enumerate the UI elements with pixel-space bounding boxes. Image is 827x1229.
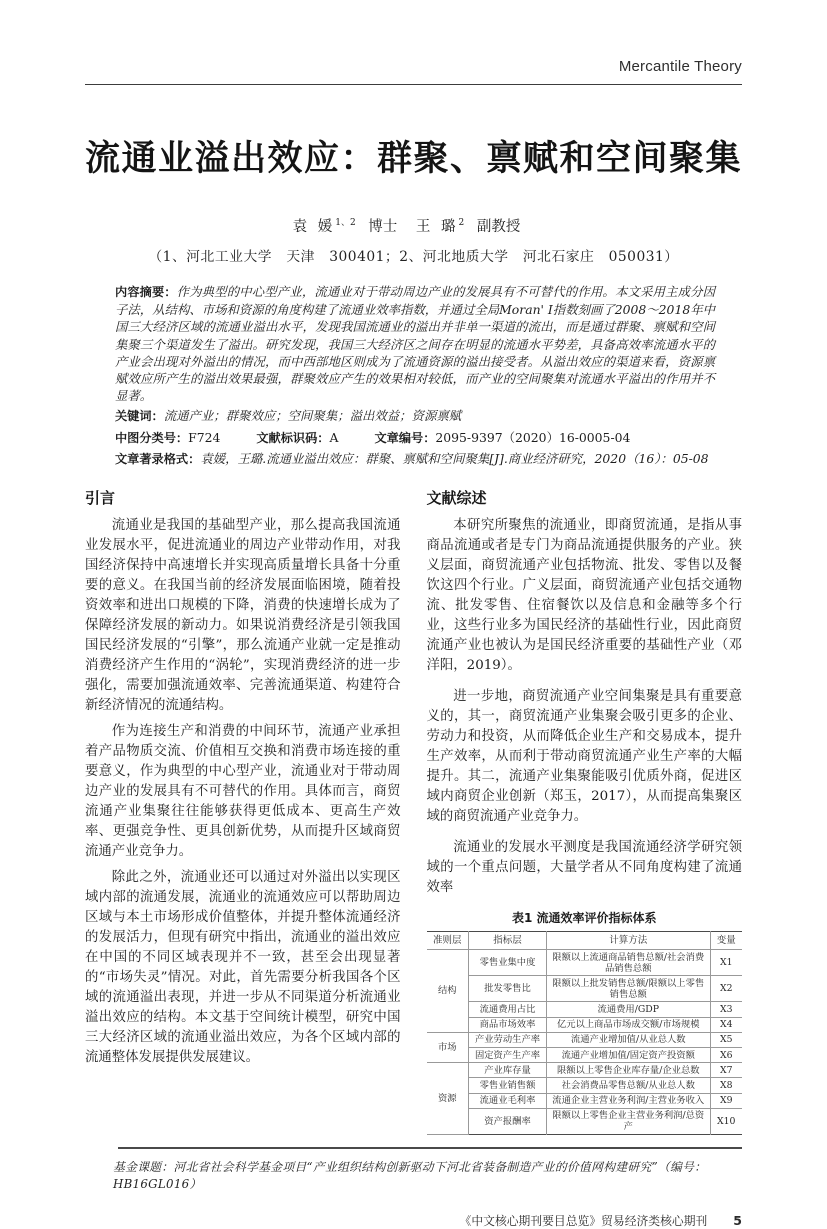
citation-line [115, 450, 715, 468]
clc-value: F724 [188, 429, 221, 445]
citation-text: 袁媛，王璐.流通业溢出效应：群聚、禀赋和空间聚集[J].商业经济研究，2020（16）：05-08 [200, 450, 709, 466]
table-row [427, 1108, 743, 1134]
intro-paragraph: 流通业是我国的基础型产业，那么提高我国流通业发展水平，促进流通业的周边产业带动作用，对我国经济保持中高速增长并实现高质量增长具备十分重要的意义。在我国当前的经济发展面临困境，随着投资效率和进出口规模的下降，消费的快速增长成为了保障经济发展的新动力。如果说消费经济是引领我国国民经济发展的“引擎”，那么流通产业就一定是推动消费经济产生作用的“涡轮”，实现消费经济的进一步强化，需要加强流通效率、完善流通渠道、构建符合新经济情况的流通结构。 [85, 518, 401, 714]
keywords-text: 流通产业；群聚效应；空间聚集；溢出效益；资源禀赋 [163, 408, 462, 424]
author-2-name: 王 璐 [415, 219, 459, 235]
indicator-cell: 批发零售比 [469, 976, 547, 1002]
variable-cell: X1 [710, 950, 742, 976]
table-column-header: 准则层 [427, 932, 469, 950]
doc-code-value: A [329, 429, 339, 445]
table-row [427, 1017, 743, 1032]
classification-line [115, 429, 715, 447]
criterion-layer-cell: 资源 [427, 1063, 469, 1135]
abstract-text: 作为典型的中心型产业，流通业对于带动周边产业的发展具有不可替代的作用。本文采用主成分因子法，从结构、市场和资源的角度构建了流通业效率指数，并通过全局Moran' I指数刻画了2008～2018年中国三大经济区域的流通业溢出水平，发现我国流通业的溢出并非单一渠道的流出，而是通过群聚、禀赋和空间集聚三个渠道发生了溢出。研究发现，我国三大经济区之间存在明显的流通水平势差，具备高效率流通水平的产业会出现对外溢出的情况，而中西部地区则成为了流通资源的溢出接受者。从溢出效应的渠道来看，资源禀赋效应所产生的溢出效果最强，群聚效应产生的效果相对较低，而产业的空间聚集对流通水平溢出的作用并不显著。 [115, 284, 716, 404]
indicator-cell: 商品市场效率 [469, 1017, 547, 1032]
table-row [427, 1063, 743, 1078]
intro-paragraphs [85, 516, 401, 1068]
header-rule [85, 84, 742, 85]
variable-cell: X7 [710, 1063, 742, 1078]
indicator-cell: 流通业毛利率 [469, 1093, 547, 1108]
indicator-cell: 流通费用占比 [469, 1002, 547, 1017]
indicator-cell: 零售业销售额 [469, 1078, 547, 1093]
method-cell: 限额以上批发销售总额/限额以上零售销售总额 [547, 976, 711, 1002]
citation-label: 文章著录格式： [115, 451, 201, 466]
review-paragraph: 流通业的发展水平测度是我国流通经济学研究领域的一个重点问题，大量学者从不同角度构建了流通效率 [426, 840, 742, 896]
doc-code-label: 文献标识码： [256, 430, 330, 445]
method-cell: 限额以上零售企业库存量/企业总数 [547, 1063, 711, 1078]
table-row [427, 1032, 743, 1047]
keywords-line [115, 407, 715, 425]
abstract-label: 内容摘要： [115, 285, 177, 299]
review-paragraph: 进一步地，商贸流通产业空间集聚是具有重要意义的，其一，商贸流通产业集聚会吸引更多的企业、劳动力和投资，从而降低企业生产和交易成本，提升生产效率，从而利于带动商贸流通产业生产率的大幅提升。其二，流通产业集聚能吸引优质外商，促进区域内商贸企业创新（郑玉，2017），从而提高集聚区域的商贸流通产业竞争力。 [426, 689, 742, 825]
page-footer [85, 1212, 742, 1229]
method-cell: 亿元以上商品市场成交额/市场规模 [547, 1017, 711, 1032]
intro-paragraph: 作为连接生产和消费的中间环节，流通产业承担着产品物质交流、价值相互交换和消费市场连接的重要意义，作为典型的中心型产业，流通业对于带动周边产业的发展具有不可替代的作用。具体而言，商贸流通产业集聚往往能够获得更低成本、更高生产效率、更强竞争性、更具创新优势，从而提升区域商贸流通产业竞争力。 [85, 724, 401, 860]
variable-cell: X10 [710, 1108, 742, 1134]
review-paragraphs [427, 516, 743, 898]
indicator-cell: 产业劳动生产率 [469, 1032, 547, 1047]
method-cell: 限额以上零售企业主营业务利润/总资产 [547, 1108, 711, 1134]
variable-cell: X3 [710, 1002, 742, 1017]
table-column-header: 变量 [710, 932, 742, 950]
table-row [427, 1002, 743, 1017]
journal-core-note: 《中文核心期刊要目总览》贸易经济类核心期刊 [459, 1213, 708, 1228]
variable-cell: X9 [710, 1093, 742, 1108]
abstract-paragraph [115, 283, 715, 404]
author-1-affiliation-superscript: 1、2 [335, 218, 356, 229]
method-cell: 流通费用/GDP [547, 1002, 711, 1017]
indicator-cell: 零售业集中度 [469, 950, 547, 976]
indicator-cell: 产业库存量 [469, 1063, 547, 1078]
left-column [85, 483, 401, 1135]
article-title: 流通业溢出效应：群聚、禀赋和空间聚集 [85, 138, 743, 179]
right-column [427, 483, 743, 1135]
article-no-label: 文章编号： [374, 430, 436, 445]
table-row [427, 976, 743, 1002]
variable-cell: X8 [710, 1078, 742, 1093]
table-column-header: 指标层 [469, 932, 547, 950]
method-cell: 流通企业主营业务利润/主营业务收入 [547, 1093, 711, 1108]
author-1-name: 袁 媛 [292, 219, 336, 235]
table1-caption: 表1 流通效率评价指标体系 [511, 911, 657, 926]
indicator-table [427, 931, 743, 1135]
indicator-cell: 资产报酬率 [469, 1108, 547, 1134]
variable-cell: X4 [710, 1017, 742, 1032]
abstract-block [115, 283, 715, 468]
table-header-row [427, 932, 743, 950]
variable-cell: X6 [710, 1047, 742, 1062]
table-row [427, 1093, 743, 1108]
method-cell: 社会消费品零售总额/从业总人数 [547, 1078, 711, 1093]
section-heading-review: 文献综述 [426, 489, 487, 508]
criterion-layer-cell: 市场 [427, 1032, 469, 1062]
author-2-degree: 副教授 [476, 219, 521, 235]
table-row [427, 1047, 743, 1062]
section-heading-intro: 引言 [85, 489, 116, 508]
method-cell: 限额以上流通商品销售总额/社会消费品销售总额 [547, 950, 711, 976]
affiliation-line: （1、河北工业大学 天津 300401；2、河北地质大学 河北石家庄 050031） [148, 249, 679, 265]
two-column-body [85, 483, 742, 1135]
author-line [85, 215, 742, 236]
funding-footnote: 基金课题：河北省社会科学基金项目“产业组织结构创新驱动下河北省装备制造产业的价值网构建研究”（编号：HB16GL016） [113, 1159, 707, 1191]
page-number: 5 [733, 1212, 742, 1228]
criterion-layer-cell: 结构 [427, 950, 469, 1033]
indicator-cell: 固定资产生产率 [469, 1047, 547, 1062]
article-no-value: 2095-9397（2020）16-0005-04 [435, 429, 631, 445]
footnote-rule [118, 1147, 742, 1149]
method-cell: 流通产业增加值/从业总人数 [547, 1032, 711, 1047]
author-2-affiliation-superscript: 2 [458, 218, 465, 229]
author-1-degree: 博士 [368, 219, 398, 235]
variable-cell: X5 [710, 1032, 742, 1047]
review-paragraph: 本研究所聚焦的流通业，即商贸流通，是指从事商品流通或者是专门为商品流通提供服务的产业。狭义层面，商贸流通产业包括物流、批发、零售以及餐饮这四个行业。广义层面，商贸流通产业包括交通物流、批发零售、住宿餐饮以及信息和金融等多个行业，这些行业多为国民经济的基础性行业，因此商贸流通产业也被认为是国民经济重要的基础性产业（邓洋阳，2019）。 [426, 518, 742, 674]
table-row [427, 1078, 743, 1093]
running-head: Mercantile Theory [618, 58, 742, 75]
table-row [427, 950, 743, 976]
method-cell: 流通产业增加值/固定资产投资额 [547, 1047, 711, 1062]
intro-paragraph: 除此之外，流通业还可以通过对外溢出以实现区域内部的流通发展，流通业的流通效应可以帮助周边区域与本土市场形成价值整体，并提升整体流通经济的发展活力，但现有研究中指出，流通业的溢出效应在中国的不同区域表现并不一致，甚至会出现显著的“市场失灵”情况。对此，首先需要分析我国各个区域的流通溢出表现，并进一步从不同渠道分析流通业溢出效应的结构。本文基于空间统计模型，研究中国三大经济区域的流通业溢出效应，为各个区域内部的流通整体发展提供发展建议。 [85, 870, 401, 1066]
clc-label: 中图分类号： [115, 430, 189, 445]
keywords-label: 关键词： [115, 409, 164, 424]
table-column-header: 计算方法 [547, 932, 711, 950]
variable-cell: X2 [710, 976, 742, 1002]
